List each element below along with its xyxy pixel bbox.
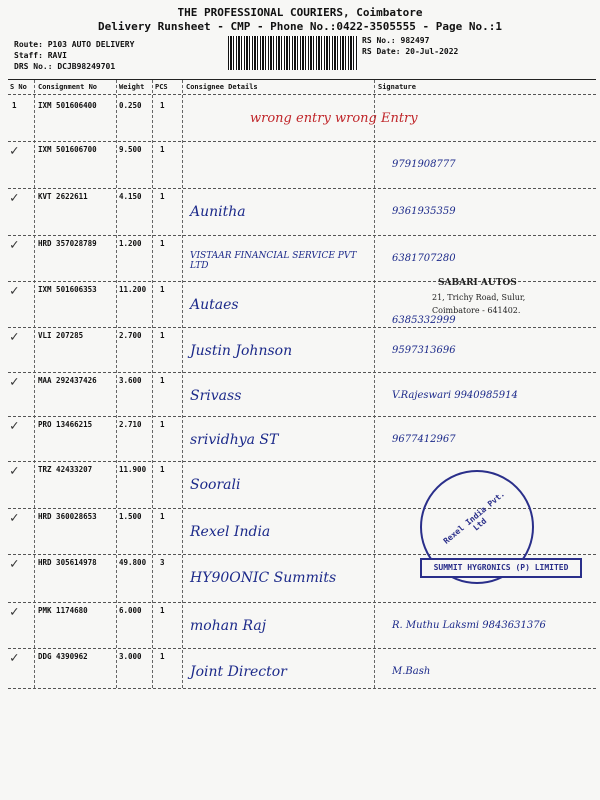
row-consignment-no: DDG 4390962 bbox=[38, 652, 88, 661]
row-consignment-no: PMK 1174680 bbox=[38, 606, 88, 615]
row-pcs: 1 bbox=[160, 192, 165, 201]
row-consignee-details: mohan Raj bbox=[190, 618, 267, 634]
row-signature: 9791908777 bbox=[392, 159, 456, 170]
row-tick-mark: ✓ bbox=[10, 374, 19, 390]
row-consignment-no: TRZ 42433207 bbox=[38, 465, 93, 474]
col-header-weight: Weight bbox=[119, 83, 145, 91]
row-weight: 11.200 bbox=[119, 285, 147, 294]
row-consignment-no: IXM 501606700 bbox=[38, 145, 97, 154]
col-header-details: Consignee Details bbox=[186, 83, 258, 91]
row-consignee-details: Autaes bbox=[190, 297, 239, 313]
row-pcs: 1 bbox=[160, 145, 165, 154]
row-signature: 9597313696 bbox=[392, 345, 456, 356]
header-subtitle: Delivery Runsheet - CMP - Phone No.:0422-3505555 - Page No.:1 bbox=[98, 20, 502, 33]
row-divider bbox=[8, 416, 596, 417]
row-weight: 49.800 bbox=[119, 558, 147, 567]
row-pcs: 1 bbox=[160, 101, 165, 110]
rexel-stamp-text: Rexel India Pvt. Ltd bbox=[441, 489, 507, 546]
row-weight: 9.500 bbox=[119, 145, 142, 154]
row-tick-mark: ✓ bbox=[10, 556, 19, 572]
col-divider bbox=[182, 80, 183, 688]
row-consignee-details: Rexel India bbox=[190, 524, 271, 540]
row-weight: 2.700 bbox=[119, 331, 142, 340]
row-weight: 3.600 bbox=[119, 376, 142, 385]
row-signature: 9361935359 bbox=[392, 206, 456, 217]
col-divider bbox=[34, 80, 35, 688]
row-divider bbox=[8, 141, 596, 142]
rs-date-label: RS Date: 20-Jul-2022 bbox=[362, 47, 459, 56]
row-pcs: 1 bbox=[160, 239, 165, 248]
row-weight: 11.900 bbox=[119, 465, 147, 474]
row-tick-mark: ✓ bbox=[10, 237, 19, 253]
rs-no-label: RS No.: 982497 bbox=[362, 36, 430, 45]
row-divider bbox=[8, 602, 596, 603]
row-signature: 9677412967 bbox=[392, 434, 456, 445]
drs-label: DRS No.: DCJB98249701 bbox=[14, 62, 116, 71]
row-pcs: 1 bbox=[160, 376, 165, 385]
table-top-rule bbox=[8, 79, 596, 80]
row-signature: 6381707280 bbox=[392, 253, 456, 264]
row-divider bbox=[8, 188, 596, 189]
row-divider bbox=[8, 235, 596, 236]
row-consignee-details: Soorali bbox=[190, 477, 241, 493]
row-signature: M.Bash bbox=[392, 666, 431, 677]
row-consignee-details: HY90ONIC Summits bbox=[190, 570, 337, 586]
row-consignment-no: IXM 501606400 bbox=[38, 101, 97, 110]
row-pcs: 1 bbox=[160, 606, 165, 615]
row-weight: 1.500 bbox=[119, 512, 142, 521]
row-consignee-details: Srivass bbox=[190, 388, 242, 404]
row-pcs: 1 bbox=[160, 512, 165, 521]
row-pcs: 1 bbox=[160, 285, 165, 294]
summit-stamp: SUMMIT HYGRONICS (P) LIMITED bbox=[420, 558, 582, 578]
header-title: THE PROFESSIONAL COURIERS, Coimbatore bbox=[177, 6, 423, 19]
row-tick-mark: ✓ bbox=[10, 604, 19, 620]
row-divider bbox=[8, 372, 596, 373]
row-weight: 1.200 bbox=[119, 239, 142, 248]
col-divider bbox=[152, 80, 153, 688]
row-weight: 6.000 bbox=[119, 606, 142, 615]
row-consignee-details: Justin Johnson bbox=[190, 343, 293, 359]
row-divider bbox=[8, 461, 596, 462]
row-signature: R. Muthu Laksmi 9843631376 bbox=[392, 620, 546, 631]
sabari-stamp-address: 21, Trichy Road, Sulur, bbox=[432, 293, 526, 302]
row-consignment-no: PRO 13466215 bbox=[38, 420, 93, 429]
staff-label: Staff: RAVI bbox=[14, 51, 67, 60]
row-signature: V.Rajeswari 9940985914 bbox=[392, 390, 518, 401]
row-tick-mark: ✓ bbox=[10, 650, 19, 666]
row-consignment-no: HRD 360028653 bbox=[38, 512, 97, 521]
col-divider bbox=[116, 80, 117, 688]
row-tick-mark: ✓ bbox=[10, 190, 19, 206]
row-weight: 2.710 bbox=[119, 420, 142, 429]
row-tick-mark: ✓ bbox=[10, 329, 19, 345]
row-divider bbox=[8, 648, 596, 649]
row-pcs: 1 bbox=[160, 465, 165, 474]
row-consignment-no: KVT 2622611 bbox=[38, 192, 88, 201]
row-consignment-no: HRD 357028789 bbox=[38, 239, 97, 248]
barcode bbox=[228, 36, 358, 70]
row-pcs: 1 bbox=[160, 652, 165, 661]
sabari-stamp-name: SABARI AUTOS bbox=[438, 278, 517, 288]
header-rule bbox=[8, 94, 596, 95]
sabari-stamp-city: Coimbatore - 641402. bbox=[432, 306, 521, 315]
row-weight: 3.000 bbox=[119, 652, 142, 661]
row-tick-mark: ✓ bbox=[10, 418, 19, 434]
row-tick-mark: ✓ bbox=[10, 143, 19, 159]
row-consignee-details: wrong entry wrong Entry bbox=[250, 111, 418, 126]
row-divider bbox=[8, 327, 596, 328]
route-label: Route: P103 AUTO DELIVERY bbox=[14, 40, 135, 49]
row-divider bbox=[8, 688, 596, 689]
row-consignment-no: VLI 207285 bbox=[38, 331, 84, 340]
row-pcs: 1 bbox=[160, 331, 165, 340]
row-tick-mark: ✓ bbox=[10, 463, 19, 479]
col-header-consignment: Consignment No bbox=[38, 83, 98, 91]
row-pcs: 1 bbox=[160, 420, 165, 429]
row-signature: 6385332999 bbox=[392, 315, 456, 326]
col-header-signature: Signature bbox=[378, 83, 416, 91]
row-consignment-no: IXM 501606353 bbox=[38, 285, 97, 294]
row-consignment-no: HRD 305614978 bbox=[38, 558, 97, 567]
row-consignee-details: Joint Director bbox=[190, 664, 287, 680]
row-consignee-details: srividhya ST bbox=[190, 432, 279, 448]
row-consignee-details: VISTAAR FINANCIAL SERVICE PVT LTD bbox=[190, 251, 357, 271]
row-consignment-no: MAA 292437426 bbox=[38, 376, 97, 385]
row-weight: 0.250 bbox=[119, 101, 142, 110]
row-consignee-details: Aunitha bbox=[190, 204, 246, 220]
col-divider bbox=[374, 80, 375, 688]
col-header-pcs: PCS bbox=[155, 83, 168, 91]
row-weight: 4.150 bbox=[119, 192, 142, 201]
row-sno: 1 bbox=[12, 101, 17, 110]
row-pcs: 3 bbox=[160, 558, 165, 567]
col-header-sno: S No bbox=[10, 83, 27, 91]
row-tick-mark: ✓ bbox=[10, 283, 19, 299]
row-tick-mark: ✓ bbox=[10, 510, 19, 526]
